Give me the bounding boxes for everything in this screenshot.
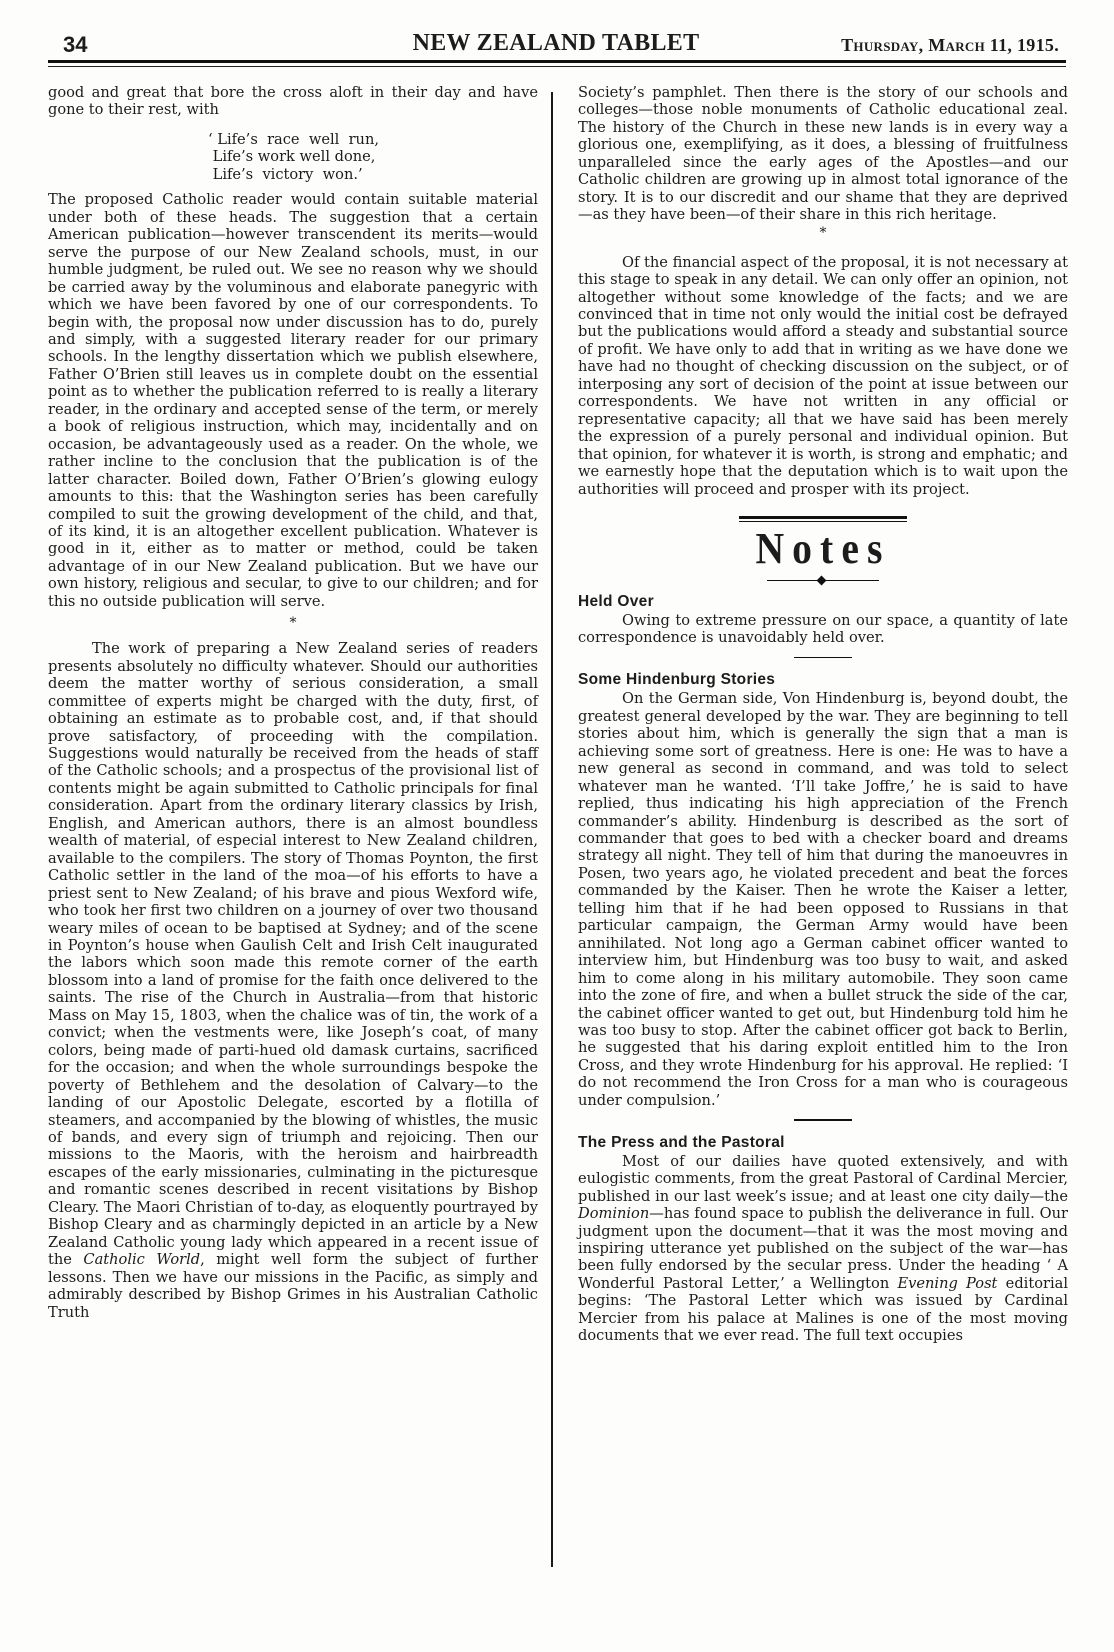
paragraph-financial-aspect: Of the financial aspect of the proposal, it is not necessary at this stage to speak in any detail. We can only offer an opinion, not altogether without some knowledge of the facts; and we are convinced that in time not only would the initial cost be defrayed but the publications would afford a steady and substantial source of profit. We have only to add that in writing as we have done we have had no thought of checking discussion on the subject, or of interposing any sort of decision of the point at issue between our correspondents. We have not written in any official or representative capacity; all that we have said has been merely the expression of a purely personal and individual opinion. But that opinion, for whatever it is worth, is strong and emphatic; and we earnestly hope that the deputation which is to wait upon the authorities will proceed and prosper with its project. <box>578 253 1068 498</box>
poem-line: ‘ Life’s race well run, <box>208 130 379 148</box>
left-column <box>48 84 538 1321</box>
heading-held-over: Held Over <box>578 592 654 610</box>
publication-name-dominion: Dominion <box>578 1205 650 1223</box>
heading-hindenburg: Some Hindenburg Stories <box>578 671 776 689</box>
section-rule <box>794 657 852 659</box>
issue-date: Thursday, March 11, 1915. <box>841 35 1059 55</box>
paragraph-press-pastoral <box>578 1153 1068 1345</box>
notes-section-title: Notes <box>755 523 891 573</box>
notes-top-rule <box>739 516 907 522</box>
asterisk-separator: * <box>289 615 297 632</box>
right-column <box>578 84 1068 1345</box>
paragraph-hindenburg: On the German side, Von Hindenburg is, beyond doubt, the greatest general developed by the war. They are beginning to tell stories about him, which is generally the sign that a man is achieving some sort of greatness. Here is one: He was to have a new general as second in command, and was told to select whatever man he wanted. ‘I’ll take Joffre,’ he is said to have replied, thus indicating his high appreciation of the French commander’s ability. Hindenburg is described as the sort of commander that goes to bed with a checker board and dreams strategy all night. They tell of him that during the manoeuvres in Posen, two years ago, he violated precedent and beat the forces commanded by the Kaiser. Then he wrote the Kaiser a letter, telling him that if he had been opposed to Russians in that particular campaign, the German Army would have been annihilated. Not long ago a German cabinet officer wanted to interview him, but Hindenburg was too busy to wait, and asked him to come along in his military automobile. They soon came into the zone of fire, and when a bullet struck the side of the car, the cabinet officer wanted to get out, but Hindenburg told him he was too busy to stop. After the cabinet officer got back to Berlin, he suggested that his daring exploit entitled him to the Iron Cross, and they wrote Hindenburg for his approval. He replied: ‘I do not recommend the Iron Cross for a man who is courageous under compulsion.’ <box>578 690 1068 1109</box>
poem-line: Life’s victory won.’ <box>208 165 363 183</box>
continuation-text: Society’s pamphlet. Then there is the story of our schools and colleges—those noble monuments of Catholic educational zeal. The history of the Church in these new lands is in every way a glorious one, exemplifying, as it does, a blessing of fruitfulness unparalleled since the early ages of the Apostles—and our Catholic children are growing up in almost total ignorance of the story. It is to our discredit and our shame that they are deprived—as they have been—of their share in this rich heritage. <box>578 84 1068 224</box>
section-rule <box>794 1119 852 1121</box>
publication-name-evening-post: Evening Post <box>897 1274 998 1292</box>
diamond-icon <box>817 576 827 586</box>
masthead-bar <box>45 30 1067 58</box>
poem-line: Life’s work well done, <box>208 148 376 166</box>
paragraph-held-over: Owing to extreme pressure on our space, a quantity of late correspondence is unavoidably held over. <box>578 611 1068 647</box>
paragraph-text: —has found space to publish the deliverance in full. Our judgment upon the document—that it was the most moving and inspiring utterance yet published on the subject of the war—has been fully endorsed by the secular press. Under the heading ‘ A Wonderful Pastoral Letter,’ a Wellington <box>578 1205 1068 1292</box>
poem-quote <box>48 131 538 184</box>
heading-press-pastoral: The Press and the Pastoral <box>578 1133 785 1151</box>
publication-name-catholic-world: Catholic World <box>83 1251 201 1269</box>
masthead-rule-thick <box>48 60 1066 63</box>
paragraph-text: , might well form the subject of further lessons. Then we have our missions in the Pacific, as simply and admirably described by Bishop Grimes in his Australian Catholic Truth <box>48 1251 538 1321</box>
paragraph-text: editorial begins: ‘The Pastoral Letter which was issued by Cardinal Mercier from his palace at Malines is one of the most moving documents that we ever read. The full text occupies <box>578 1274 1068 1345</box>
page-number: 34 <box>63 32 88 57</box>
paragraph-text: Most of our dailies have quoted extensively, and with eulogistic comments, from the great Pastoral of Cardinal Mercier, published in our last week’s issue; and at least one city daily—the <box>578 1152 1068 1205</box>
paragraph-text: The work of preparing a New Zealand series of readers presents absolutely no difficulty whatever. Should our authorities deem the matter worthy of serious consideration, a small committee of experts might be charged with the duty, first, of obtaining an estimate as to probable cost, and, if that should prove satisfactory, of proceeding with the compilation. Suggestions would naturally be received from the heads of staff of the Catholic schools; and a prospectus of the provisional list of contents might be again submitted to Catholic principals for final consideration. Apart from the ordinary literary classics by Irish, English, and American authors, there is an almost boundless wealth of material, of especial interest to New Zealand children, available to the compilers. The story of Thomas Poynton, the first Catholic settler in the land of the moa—of his efforts to have a priest sent to New Zealand; of his brave and pious Wexford wife, who took her first two children on a journey of over two thousand weary miles of ocean to be baptised at Sydney; and of the scene in Poynton’s house when Gaulish Celt and Irish Celt inaugurated the labors which soon made this remote corner of the earth blossom into a land of promise for the faith once delivered to the saints. The rise of the Church in Australia—from that historic Mass on May 15, 1803, when the chalice was of tin, the work of a convict; when the vestments were, like Joseph’s coat, of many colors, being made of parti-hued old damask curtains, sacrificed for the occasion; and when the whole surroundings bespoke the poverty of Bethlehem and the desolation of Calvary—to the landing of our Apostolic Delegate, escorted by a flotilla of steamers, and accompanied by the blowing of whistles, the music of bands, and every sign of triumph and rejoicing. Then our missions to the Maoris, with the heroism and hairbreadth escapes of the early missionaries, culminating in the picturesque and romantic scenes described in recent visitations by Bishop Cleary. The Maori Christian of to-day, as eloquently pourtrayed by Bishop Cleary and as charmingly depicted in an article by a New Zealand Catholic young lady which appeared in a recent issue of the <box>48 640 538 1269</box>
opening-text: good and great that bore the cross aloft in their day and have gone to their rest, with <box>48 84 538 119</box>
masthead-rule-thin <box>48 66 1066 67</box>
diamond-ornament-rule <box>767 576 879 586</box>
paragraph-reader-proposal: The proposed Catholic reader would contain suitable material under both of these heads. The suggestion that a certain American publication—however transcendent its merits—would serve the purpose of our New Zealand schools, must, in our humble judgment, be ruled out. We see no reason why we should be carried away by the voluminous and elaborate panegyric with which we have been favored by one of our correspondents. To begin with, the proposal now under discussion has to do, purely and simply, with a suggested literary reader for our primary schools. In the lengthy dissertation which we publish elsewhere, Father O’Brien still leaves us in complete doubt on the essential point as to whether the publication referred to is really a literary reader, in the ordinary and accepted sense of the term, or merely a book of religious instruction, which may, incidentally and on occasion, be advantageously used as a reader. On the whole, we rather incline to the conclusion that the publication is of the latter character. Boiled down, Father O’Brien’s glowing eulogy amounts to this: that the Washington series has been carefully compiled to suit the growing development of the child, and that, of its kind, it is an altogether excellent publication. Whatever is good in it, either as to matter or method, could be taken advantage of in our New Zealand publication. But we have our own history, religious and secular, to give to our children; and for this no outside publication will serve. <box>48 191 538 610</box>
publication-title: NEW ZEALAND TABLET <box>412 30 700 56</box>
paragraph-nz-series <box>48 640 538 1321</box>
asterisk-separator: * <box>819 224 827 241</box>
column-divider <box>551 92 553 1567</box>
